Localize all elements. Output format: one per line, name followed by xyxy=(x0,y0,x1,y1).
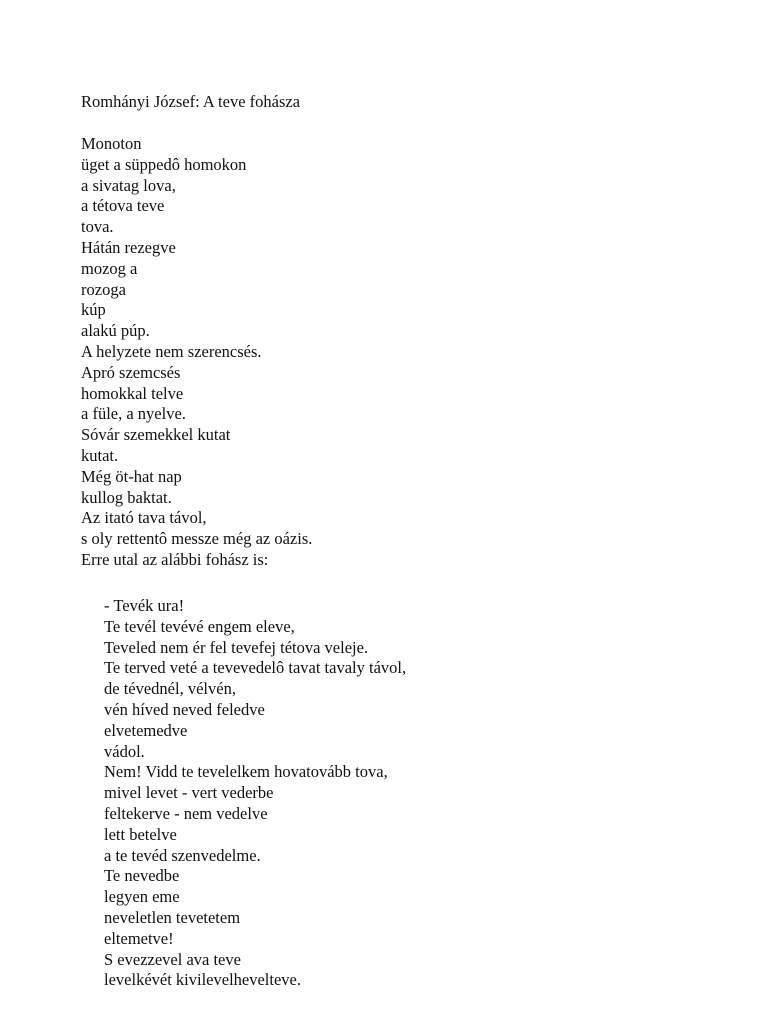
poem-line: Teveled nem ér fel tevefej tétova veleje. xyxy=(104,637,369,657)
poem-line: üget a süppedô homokon xyxy=(81,154,247,174)
poem-line: alakú púp. xyxy=(81,321,150,341)
poem-line: homokkal telve xyxy=(81,383,184,403)
poem-line: a tétova teve xyxy=(81,196,165,216)
poem-line: kullog baktat. xyxy=(81,487,172,507)
poem-line: de tévednél, vélvén, xyxy=(104,679,236,699)
poem-line: Te terved veté a tevevedelô tavat tavaly távol, xyxy=(104,658,407,678)
poem-line: Monoton xyxy=(81,134,142,153)
poem-line: a sivatag lova, xyxy=(81,175,176,195)
poem-line: eltemetve! xyxy=(104,928,174,948)
poem-line: elvetemedve xyxy=(104,720,188,740)
poem-line: mivel levet - vert vederbe xyxy=(104,783,274,803)
poem-line: vádol. xyxy=(104,741,145,761)
poem-line: Te nevedbe xyxy=(104,866,180,886)
poem-line: kúp xyxy=(81,300,106,320)
poem-line: neveletlen tevetetem xyxy=(104,907,241,927)
poem-line: vén híved neved feledve xyxy=(104,699,265,719)
poem-stanza-1 xyxy=(81,134,312,571)
poem-line: rozoga xyxy=(81,279,126,299)
poem-line: feltekerve - nem vedelve xyxy=(104,803,268,823)
poem-line: tova. xyxy=(81,217,114,237)
poem-line: Még öt-hat nap xyxy=(81,466,182,486)
poem-stanza-2 xyxy=(104,596,406,991)
poem-line: - Tevék ura! xyxy=(104,596,185,615)
poem-line: S evezzevel ava teve xyxy=(104,949,241,969)
poem-line: Sóvár szemekkel kutat xyxy=(81,425,231,445)
poem-line: mozog a xyxy=(81,258,138,278)
poem-line: Hátán rezegve xyxy=(81,237,176,257)
poem-line: Te tevél tevévé engem eleve, xyxy=(104,616,295,636)
poem-line: levelkévét kivilevelhevelteve. xyxy=(104,970,301,990)
poem-line: a te tevéd szenvedelme. xyxy=(104,845,261,865)
poem-line: Erre utal az alábbi fohász is: xyxy=(81,549,269,569)
poem-line: Az itató tava távol, xyxy=(81,508,207,528)
poem-line: s oly rettentô messze még az oázis. xyxy=(81,529,313,549)
poem-line: lett betelve xyxy=(104,824,177,844)
poem-line: A helyzete nem szerencsés. xyxy=(81,341,262,361)
poem-title: Romhányi József: A teve fohásza xyxy=(81,92,301,111)
poem-line: Nem! Vidd te tevelelkem hovatovább tova, xyxy=(104,762,388,782)
poem-line: kutat. xyxy=(81,445,119,465)
poem-line: legyen eme xyxy=(104,887,180,907)
poem-line: a füle, a nyelve. xyxy=(81,404,186,424)
poem-line: Apró szemcsés xyxy=(81,362,181,382)
